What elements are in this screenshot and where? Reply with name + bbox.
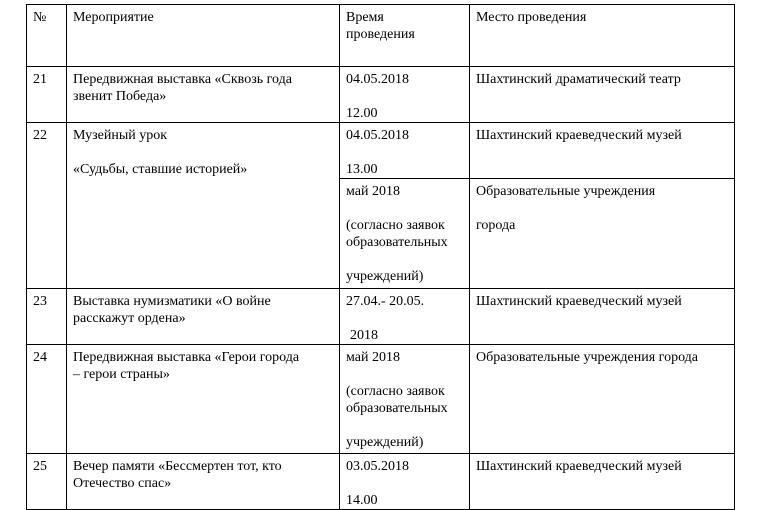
- row-place: [470, 179, 735, 289]
- row-place-text: Шахтинский краеведческий музей: [476, 459, 682, 474]
- row-time-date: 27.04.- 20.05.: [346, 294, 425, 309]
- row-time-note: учреждений): [346, 269, 424, 284]
- table-row: [27, 67, 735, 123]
- row-time-hour: 12.00: [346, 106, 378, 121]
- row-num: [27, 123, 67, 289]
- header-place: [470, 5, 735, 67]
- row-num: [27, 67, 67, 123]
- row-time-hour: 2018: [350, 328, 378, 343]
- events-table: [26, 4, 735, 510]
- row-event: [67, 289, 340, 345]
- row-event-text: «Судьбы, ставшие историей»: [73, 162, 248, 177]
- row-time-date: 04.05.2018: [346, 128, 409, 143]
- table-row: [27, 345, 735, 454]
- row-event-text: Передвижная выставка «Сквозь года звенит Победа»: [73, 72, 292, 104]
- row-place: [470, 345, 735, 454]
- row-time-date: 03.05.2018: [346, 459, 409, 474]
- header-time: [340, 5, 470, 67]
- row-event-text: Музейный урок: [73, 128, 168, 143]
- row-place: [470, 289, 735, 345]
- row-event: [67, 67, 340, 123]
- row-time-hour: 14.00: [346, 493, 378, 508]
- row-time-note: (согласно заявок образовательных: [346, 218, 448, 250]
- row-time: [340, 454, 470, 510]
- table-row: [27, 123, 735, 179]
- row-num-text: 21: [33, 72, 47, 87]
- row-place-text: Шахтинский краеведческий музей: [476, 294, 682, 309]
- row-event: [67, 123, 340, 289]
- row-time-hour: 13.00: [346, 162, 378, 177]
- row-place-text: Образовательные учреждения города: [476, 350, 699, 365]
- header-num-text: №: [33, 10, 47, 25]
- row-event-text: Вечер памяти «Бессмертен тот, кто Отечество спас»: [73, 459, 282, 491]
- row-time: [340, 67, 470, 123]
- row-num-text: 23: [33, 294, 47, 309]
- row-event-text: Выставка нумизматики «О войне расскажут ордена»: [73, 294, 271, 326]
- header-event-text: Мероприятие: [73, 10, 154, 25]
- row-time-date: май 2018: [346, 350, 400, 365]
- table-row: [27, 289, 735, 345]
- row-place: [470, 67, 735, 123]
- row-place-text: города: [476, 218, 516, 233]
- row-event-text: Передвижная выставка «Герои города – герои страны»: [73, 350, 300, 382]
- row-num: [27, 345, 67, 454]
- row-event: [67, 345, 340, 454]
- row-time-date: 04.05.2018: [346, 72, 409, 87]
- header-event: [67, 5, 340, 67]
- row-num: [27, 454, 67, 510]
- row-num-text: 25: [33, 459, 47, 474]
- table-row: [27, 454, 735, 510]
- row-place-text: Шахтинский краеведческий музей: [476, 128, 682, 143]
- row-place-text: Образовательные учреждения: [476, 184, 656, 199]
- header-place-text: Место проведения: [476, 10, 587, 25]
- row-time-date: май 2018: [346, 184, 400, 199]
- row-time-note: учреждений): [346, 435, 424, 450]
- row-time-note: (согласно заявок образовательных: [346, 384, 448, 416]
- row-event: [67, 454, 340, 510]
- row-num: [27, 289, 67, 345]
- row-num-text: 24: [33, 350, 47, 365]
- row-time: [340, 289, 470, 345]
- row-time: [340, 123, 470, 179]
- header-num: [27, 5, 67, 67]
- row-time: [340, 345, 470, 454]
- row-num-text: 22: [33, 128, 47, 143]
- header-row: [27, 5, 735, 67]
- row-place: [470, 123, 735, 179]
- row-place-text: Шахтинский драматический театр: [476, 72, 681, 87]
- row-place: [470, 454, 735, 510]
- header-time-text: Время проведения: [346, 10, 415, 42]
- row-time: [340, 179, 470, 289]
